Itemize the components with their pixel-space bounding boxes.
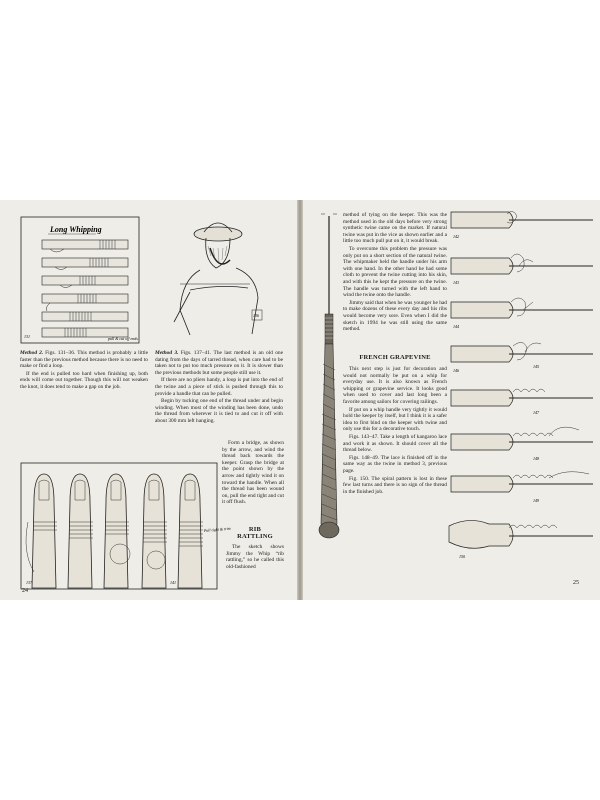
whipmaker-sketch <box>160 210 270 340</box>
fig-148-label: 148 <box>533 456 539 461</box>
method3-p1: Figs. 137–41. The last method is an old one dating from the days of tarred thread, when care had to be taken not to put too much pressure on it. It is slower than the previous methods but some people still use it. <box>155 350 283 376</box>
fig-146-label: 146 <box>453 368 459 373</box>
method2-text <box>20 350 148 392</box>
fg-p2: If put on a whip handle very tightly it would hold the keeper by itself, but I think it is a safer idea to first bind on the keeper with twine and only use this for a decorative touch. <box>343 406 447 433</box>
right-col-p1: method of tying on the keeper. This was the method used in the old days before very strong synthetic twine came on the market. If natural twine was put in the vice as shown earlier and a little too much pull put on it, it would break. <box>343 212 447 245</box>
rib-heading <box>226 526 284 540</box>
french-grapevine-text <box>343 366 447 496</box>
rib-rattling-figures <box>20 462 231 592</box>
illustration-title: Long Whipping <box>50 225 102 234</box>
fig-131-label: 131 <box>24 334 30 339</box>
rib-heading-line1: RIB <box>248 526 262 533</box>
method3-continued <box>222 440 284 507</box>
fig-145-label: 145 <box>533 364 539 369</box>
right-col-p2: To overcome this problem the pressure was only put on a short section of the natural twine. The whipmaker held the handle under his arm with one hand. In the other hand he had some cloth to prevent the twine cutting into his skin, and with this he kept the pressure on the twine. The handle was turned with the left hand to wind the twine onto the handle. <box>343 245 447 299</box>
method3-p2: If there are no pliers handy, a loop is put into the end of the twine and a piece of stick is pushed through this to provide a handle that can be pulled. <box>155 377 283 397</box>
fg-p3: Figs. 143–47. Take a length of kangaroo lace and work it as shown. It should cover all the thread below. <box>343 433 447 454</box>
right-column-text <box>343 212 447 334</box>
rib-heading-line2: RATTLING <box>237 533 273 540</box>
rib-text <box>226 544 284 571</box>
method2-lead: Method 2. <box>20 350 44 356</box>
page-number-right: 25 <box>573 580 579 586</box>
right-page <box>303 200 600 600</box>
fg-p5: Fig. 150. The spiral pattern is lost in these few last turns and there is no sign of the thread in the finished job. <box>343 475 447 495</box>
left-page <box>0 200 297 600</box>
fig-143-label: 143 <box>453 280 459 285</box>
method3-p4: Form a bridge, as shown by the arrow, and wind the thread back towards the keeper. Grasp the bridge at the point shown by the arrow and tightly wind it on toward the handle. When all the thread has been wound on, pull the end tight and cut it off flush. <box>222 440 284 506</box>
method3-p3: Begin by tucking one end of the thread under and begin winding. When most of the winding has been done, undo the thread from wherever it is tied to and cut it off with about 300 mm left hanging. <box>155 398 283 424</box>
long-whipping-illustration <box>20 216 150 346</box>
fig-136-label: 136 <box>253 313 259 318</box>
right-col-p3: Jimmy said that when he was younger he had to make dozens of these every day and his ribs would become very sore. Even when I did the sketch in 1994 he was still using the same method. <box>343 299 447 333</box>
method2-p1: Figs. 131–36. This method is probably a little faster than the previous method because there is no need to make or find a loop. <box>20 350 148 370</box>
french-grapevine-figures <box>449 206 599 586</box>
fg-p1: This next step is just for decoration and would not normally be put on a whip for everyday use. It is also known as French whipping or grapevine service. It looks good when used to cover and last long been a favorite among sailors for covering railings. <box>343 366 447 405</box>
fg-p4: Figs. 148–49. The lace is finished off in the same way as the twine in method 3, previous page. <box>343 454 447 474</box>
method2-p2: If the end is pulled too hard when finishing up, both ends will come out together. Though this will not weaken the knot, it does tend to make a gap on the job. <box>20 370 148 390</box>
fig-141-label: 141 <box>170 580 176 585</box>
fig-137-label: 137 <box>26 580 32 585</box>
fig-142-label: 142 <box>453 234 459 239</box>
book-spread <box>0 200 600 600</box>
rib-text-body: The sketch shows Jimmy the Whip “rib rattling,” so he called this old-fashioned <box>226 544 284 570</box>
method3-text <box>155 350 283 426</box>
pull-cut-label: pull & cut off ends <box>108 336 138 341</box>
fig-149-label: 149 <box>533 498 539 503</box>
page-number-left: 24 <box>22 588 28 594</box>
pull-tight-label: Pull tight & trim <box>203 525 231 533</box>
method3-lead: Method 3. <box>155 350 179 356</box>
fig-150-label: 150 <box>459 554 465 559</box>
fig-147-label: 147 <box>533 410 539 415</box>
fig-144-label: 144 <box>453 324 459 329</box>
french-grapevine-heading: FRENCH GRAPEVINE <box>359 354 431 361</box>
